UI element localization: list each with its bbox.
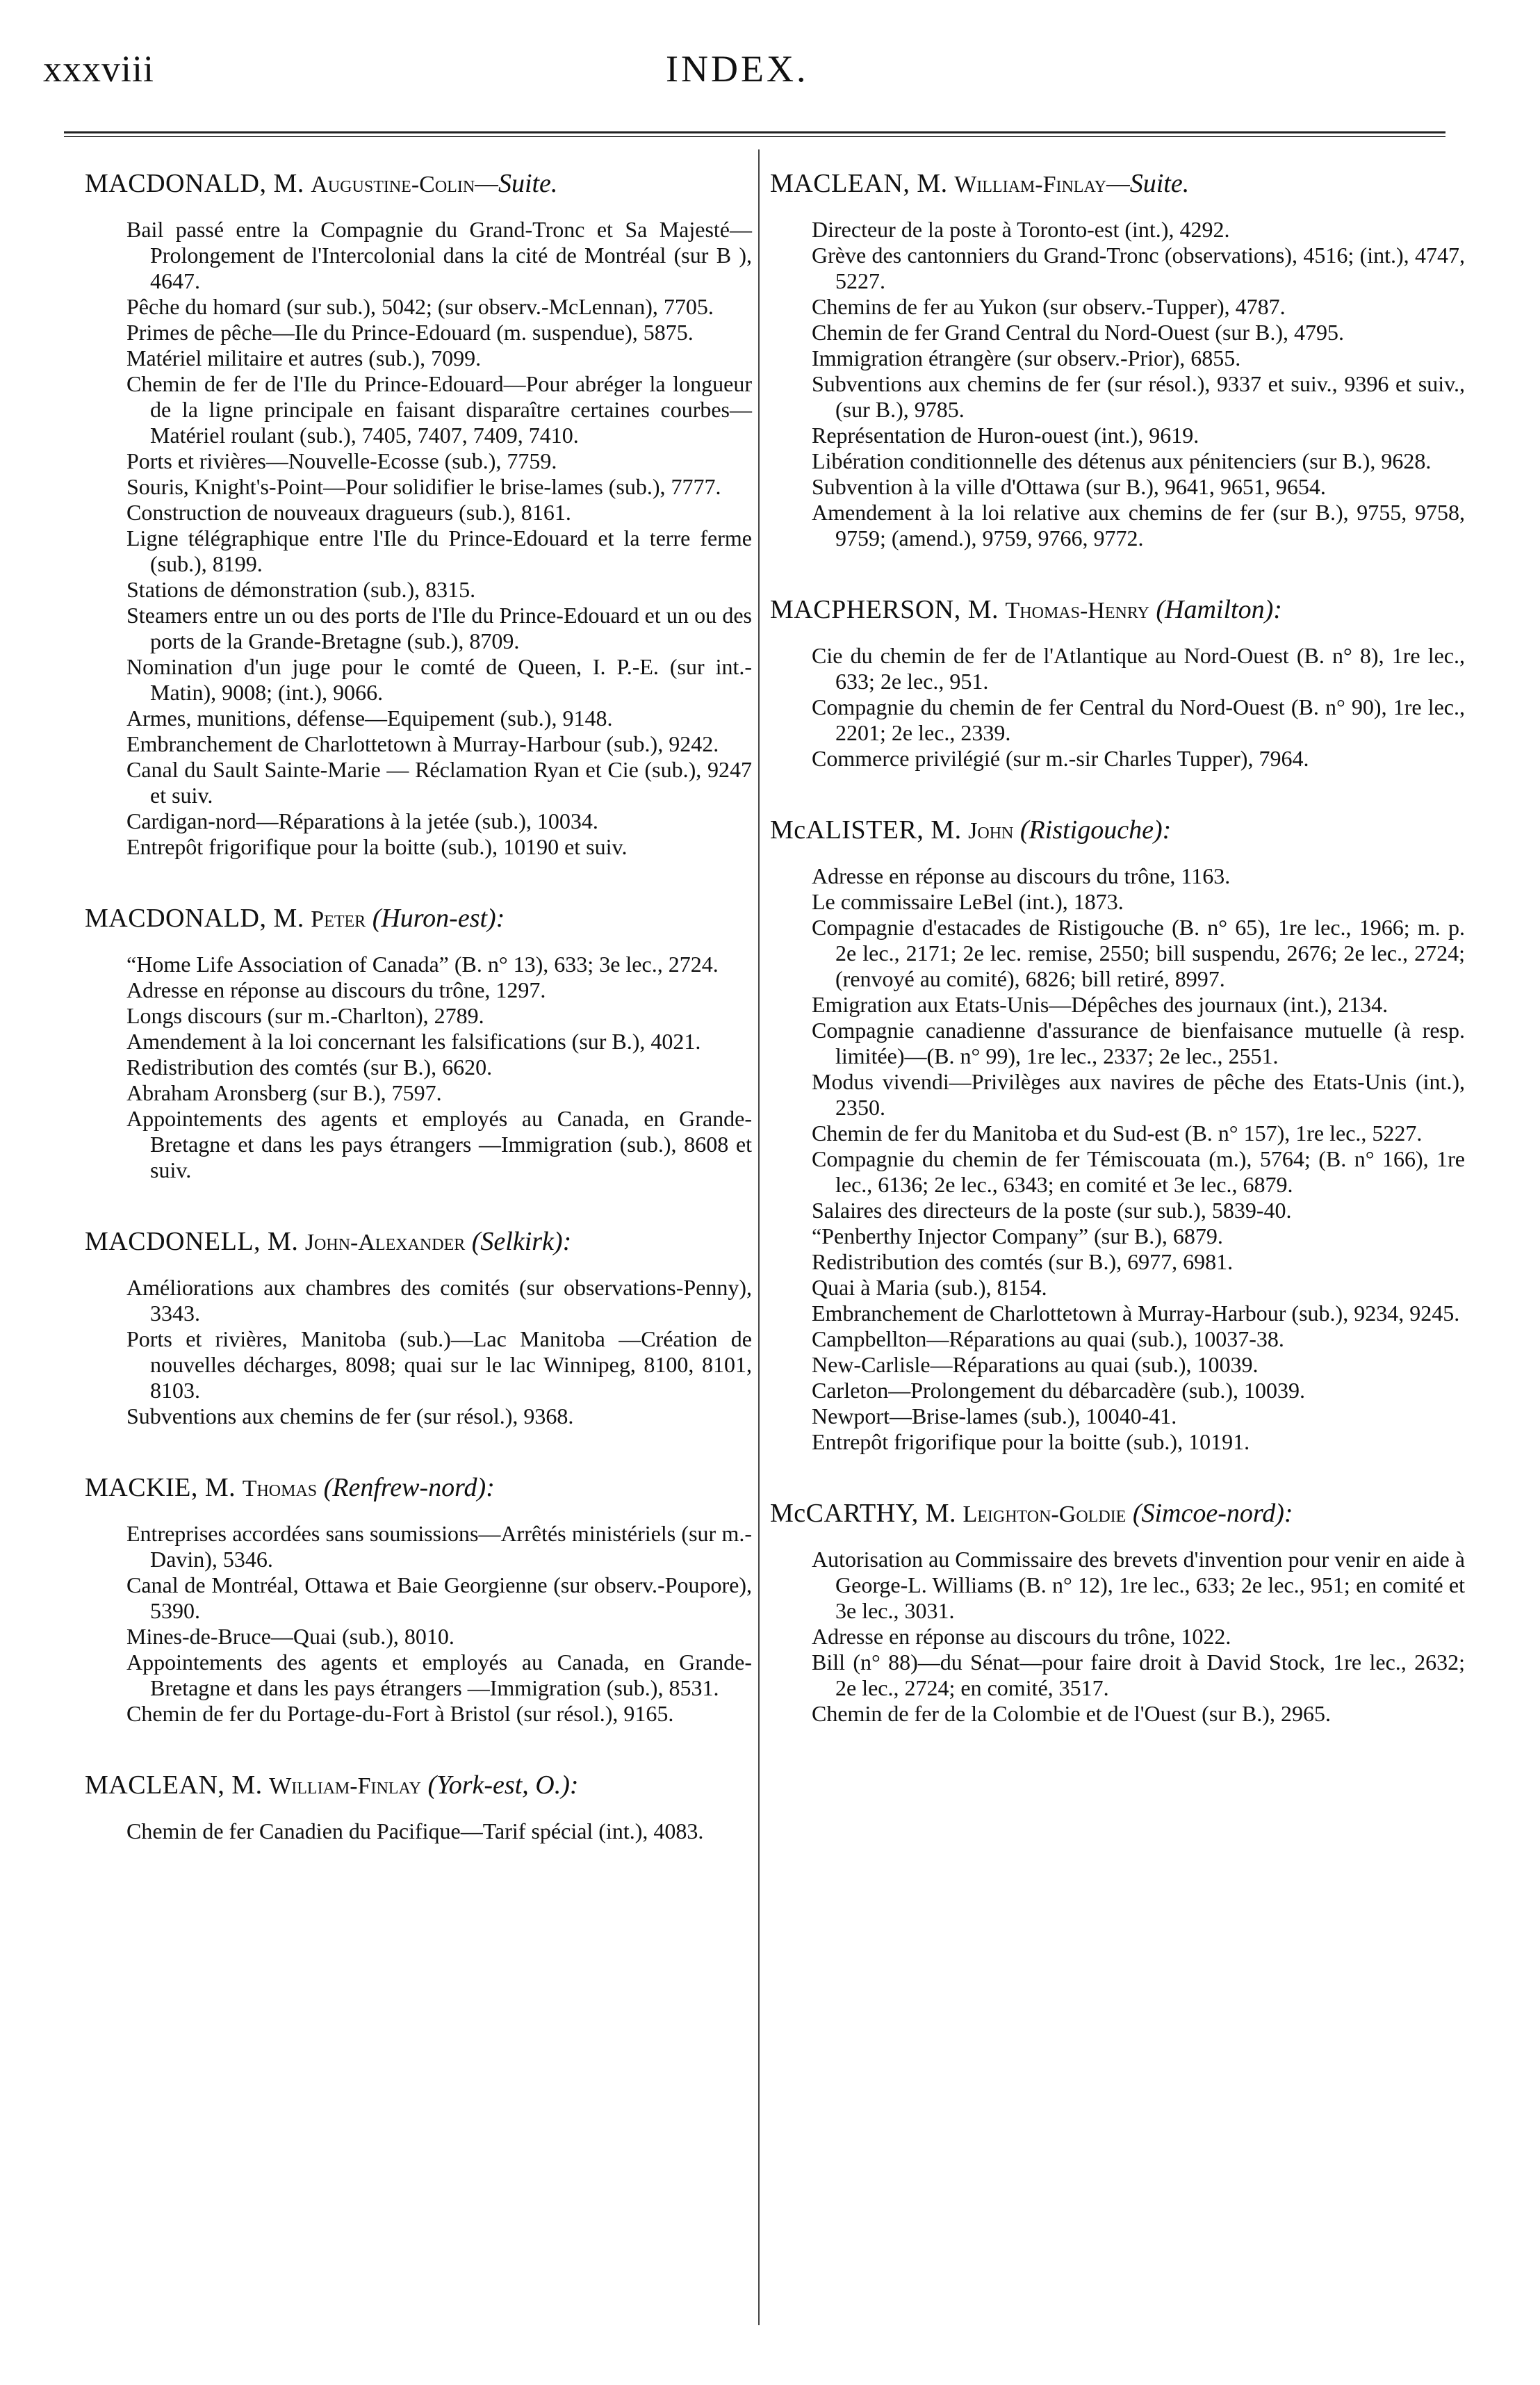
member-heading-suffix: : [1273, 595, 1282, 624]
member-heading-suffix: —Suite. [475, 169, 558, 198]
index-item: Autorisation au Commissaire des brevets d'invention pour venir en aide à George-L. Williams (B. n° 12), 1re lec., 633; 2e lec., 951; en comité et 3e lec., 3031. [812, 1547, 1465, 1623]
index-item: Ligne télégraphique entre l'Ile du Prince-Edouard et la terre ferme (sub.), 8199. [126, 526, 752, 576]
index-item: Adresse en réponse au discours du trône, 1297. [126, 977, 546, 1002]
index-item: Campbellton—Réparations au quai (sub.), 10037-38. [812, 1326, 1284, 1351]
member-entry [85, 1225, 752, 1429]
member-heading [770, 167, 1465, 202]
index-item: Libération conditionnelle des détenus aux pénitenciers (sur B.), 9628. [812, 448, 1432, 473]
index-item: New-Carlisle—Réparations au quai (sub.), 10039. [812, 1352, 1259, 1377]
right-column [770, 167, 1465, 1768]
index-item: Ports et rivières, Manitoba (sub.)—Lac Manitoba —Création de nouvelles décharges, 8098; quai sur le lac Winnipeg, 8100, 8101, 8103. [126, 1326, 752, 1403]
member-given-name: Augustine-Colin [311, 172, 475, 197]
member-given-name: Peter [311, 906, 366, 932]
index-item: Carleton—Prolongement du débarcadère (sub.), 10039. [812, 1378, 1306, 1403]
index-item: Pêche du homard (sur sub.), 5042; (sur observ.-McLennan), 7705. [126, 294, 714, 319]
member-given-name: William-Finlay [954, 172, 1106, 197]
member-heading [770, 1497, 1465, 1531]
index-item: Chemin de fer Canadien du Pacifique—Tarif spécial (int.), 4083. [126, 1818, 704, 1843]
index-item: Embranchement de Charlottetown à Murray-Harbour (sub.), 9234, 9245. [812, 1301, 1460, 1326]
member-heading-suffix: : [495, 904, 505, 933]
member-heading-suffix: : [486, 1473, 495, 1502]
member-heading [85, 902, 752, 936]
index-item: Abraham Aronsberg (sur B.), 7597. [126, 1080, 442, 1105]
member-given-name: Thomas-Henry [1005, 598, 1149, 624]
index-item: Chemins de fer au Yukon (sur observ.-Tupper), 4787. [812, 294, 1286, 319]
member-riding: (Renfrew-nord) [323, 1473, 486, 1502]
member-surname: McCARTHY, M. [770, 1499, 956, 1528]
member-heading [85, 1225, 752, 1260]
index-item: Subventions aux chemins de fer (sur résol.), 9337 et suiv., 9396 et suiv., (sur B.), 9785. [812, 371, 1465, 422]
page-title: INDEX. [666, 48, 809, 90]
page-header [0, 0, 1540, 139]
index-item: Stations de démonstration (sub.), 8315. [126, 577, 476, 602]
index-item: Entreprises accordées sans soumissions—Arrêtés ministériels (sur m.-Davin), 5346. [126, 1521, 752, 1572]
member-riding: (Hamilton) [1156, 595, 1274, 624]
index-item: Entrepôt frigorifique pour la boitte (sub.), 10190 et suiv. [126, 834, 628, 859]
member-surname: MACLEAN, M. [770, 169, 948, 198]
member-entry [85, 1768, 752, 1844]
index-item: Commerce privilégié (sur m.-sir Charles Tupper), 7964. [812, 746, 1309, 771]
index-item: Ports et rivières—Nouvelle-Ecosse (sub.), 7759. [126, 448, 557, 473]
index-item: Appointements des agents et employés au Canada, en Grande-Bretagne et dans les pays étrangers —Immigration (sub.), 8531. [126, 1650, 752, 1700]
index-item: Canal du Sault Sainte-Marie — Réclamation Ryan et Cie (sub.), 9247 et suiv. [126, 757, 752, 808]
header-rule [64, 131, 1445, 133]
member-given-name: John [968, 818, 1014, 844]
member-riding: (York-est, O.) [427, 1771, 570, 1800]
index-item: Amendement à la loi relative aux chemins de fer (sur B.), 9755, 9758, 9759; (amend.), 9759, 9766, 9772. [812, 500, 1465, 551]
index-item: Compagnie d'estacades de Ristigouche (B. n° 65), 1re lec., 1966; m. p. 2e lec., 2171; 2e lec. remise, 2550; bill suspendu, 2676; 2e lec., 2724; (renvoyé au comité), 6826; bill retiré, 8997. [812, 915, 1465, 991]
index-item: Longs discours (sur m.-Charlton), 2789. [126, 1003, 484, 1028]
member-riding: (Ristigouche) [1019, 815, 1163, 845]
member-heading [85, 167, 752, 202]
index-item: Appointements des agents et employés au Canada, en Grande-Bretagne et dans les pays étrangers —Immigration (sub.), 8608 et suiv. [126, 1106, 752, 1182]
page-number: xxxviii [43, 48, 155, 90]
member-surname: MACKIE, M. [85, 1473, 236, 1502]
index-item: Adresse en réponse au discours du trône, 1163. [812, 863, 1231, 888]
index-item: Canal de Montréal, Ottawa et Baie Georgienne (sur observ.-Poupore), 5390. [126, 1572, 752, 1623]
index-item: Entrepôt frigorifique pour la boitte (sub.), 10191. [812, 1429, 1250, 1454]
index-item: Nomination d'un juge pour le comté de Queen, I. P.-E. (sur int.-Matin), 9008; (int.), 9066. [126, 654, 752, 705]
index-item: Redistribution des comtés (sur B.), 6977, 6981. [812, 1249, 1234, 1274]
index-item: Salaires des directeurs de la poste (sur sub.), 5839-40. [812, 1198, 1292, 1223]
member-surname: MACDONELL, M. [85, 1227, 299, 1256]
member-heading [85, 1471, 752, 1506]
index-item: Directeur de la poste à Toronto-est (int.), 4292. [812, 217, 1230, 242]
member-entry [85, 167, 752, 860]
index-item: “Home Life Association of Canada” (B. n° 13), 633; 3e lec., 2724. [126, 952, 719, 977]
index-item: Subventions aux chemins de fer (sur résol.), 9368. [126, 1403, 574, 1428]
index-item: Matériel militaire et autres (sub.), 7099. [126, 345, 482, 371]
member-entry [85, 1471, 752, 1727]
index-item: Compagnie canadienne d'assurance de bienfaisance mutuelle (à resp. limitée)—(B. n° 99), 1re lec., 2337; 2e lec., 2551. [812, 1018, 1465, 1068]
index-item: Bail passé entre la Compagnie du Grand-Tronc et Sa Majesté—Prolongement de l'Intercolonial dans la cité de Montréal (sur B ), 4647. [126, 217, 752, 293]
index-item: Représentation de Huron-ouest (int.), 9619. [812, 423, 1199, 448]
index-item: Chemin de fer du Portage-du-Fort à Bristol (sur résol.), 9165. [126, 1701, 674, 1726]
header-rule-thin [64, 136, 1445, 137]
left-column [85, 167, 752, 1886]
index-item: Modus vivendi—Privilèges aux navires de pêche des Etats-Unis (int.), 2350. [812, 1069, 1465, 1120]
index-item: Cie du chemin de fer de l'Atlantique au Nord-Ouest (B. n° 8), 1re lec., 633; 2e lec., 951. [812, 643, 1465, 694]
column-divider [758, 149, 760, 2325]
index-item: Grève des cantonniers du Grand-Tronc (observations), 4516; (int.), 4747, 5227. [812, 243, 1465, 293]
member-riding: (Selkirk) [471, 1227, 563, 1256]
member-riding: (Huron-est) [372, 904, 496, 933]
index-item: Souris, Knight's-Point—Pour solidifier le brise-lames (sub.), 7777. [126, 474, 721, 499]
member-riding: (Simcoe-nord) [1132, 1499, 1284, 1528]
member-heading-suffix: : [1162, 815, 1172, 845]
index-item: Armes, munitions, défense—Equipement (sub.), 9148. [126, 706, 613, 731]
member-heading-suffix: : [1284, 1499, 1293, 1528]
index-item: Redistribution des comtés (sur B.), 6620. [126, 1055, 493, 1080]
member-surname: MACLEAN, M. [85, 1771, 263, 1800]
index-item: Primes de pêche—Ile du Prince-Edouard (m. suspendue), 5875. [126, 320, 694, 345]
index-item: Immigration étrangère (sur observ.-Prior), 6855. [812, 345, 1241, 371]
index-item: Améliorations aux chambres des comités (sur observations-Penny), 3343. [126, 1275, 752, 1326]
member-entry [85, 902, 752, 1183]
member-surname: McALISTER, M. [770, 815, 962, 845]
index-item: Subvention à la ville d'Ottawa (sur B.), 9641, 9651, 9654. [812, 474, 1326, 499]
index-item: Newport—Brise-lames (sub.), 10040-41. [812, 1403, 1177, 1428]
member-entry [770, 813, 1465, 1455]
index-item: Emigration aux Etats-Unis—Dépêches des journaux (int.), 2134. [812, 992, 1389, 1017]
member-given-name: Thomas [242, 1476, 318, 1501]
member-surname: MACDONALD, M. [85, 169, 304, 198]
member-heading-suffix: : [562, 1227, 572, 1256]
index-item: Chemin de fer Grand Central du Nord-Ouest (sur B.), 4795. [812, 320, 1345, 345]
index-item: Construction de nouveaux dragueurs (sub.), 8161. [126, 500, 571, 525]
member-given-name: John-Alexander [304, 1230, 466, 1255]
index-item: Cardigan-nord—Réparations à la jetée (sub.), 10034. [126, 808, 598, 833]
member-heading [85, 1768, 752, 1803]
index-item: Quai à Maria (sub.), 8154. [812, 1275, 1047, 1300]
member-entry [770, 167, 1465, 551]
index-item: Adresse en réponse au discours du trône, 1022. [812, 1624, 1231, 1649]
member-heading-suffix: —Suite. [1106, 169, 1190, 198]
member-surname: MACDONALD, M. [85, 904, 304, 933]
index-item: Amendement à la loi concernant les falsifications (sur B.), 4021. [126, 1029, 701, 1054]
member-heading [770, 813, 1465, 848]
member-heading [770, 593, 1465, 628]
member-entry [770, 1497, 1465, 1727]
index-item: Embranchement de Charlottetown à Murray-Harbour (sub.), 9242. [126, 731, 719, 756]
index-item: Chemin de fer du Manitoba et du Sud-est (B. n° 157), 1re lec., 5227. [812, 1121, 1423, 1146]
index-item: Mines-de-Bruce—Quai (sub.), 8010. [126, 1624, 454, 1649]
member-surname: MACPHERSON, M. [770, 595, 999, 624]
member-entry [770, 593, 1465, 772]
index-item: Bill (n° 88)—du Sénat—pour faire droit à David Stock, 1re lec., 2632; 2e lec., 2724; en comité, 3517. [812, 1650, 1465, 1700]
index-item: Chemin de fer de la Colombie et de l'Ouest (sur B.), 2965. [812, 1701, 1331, 1726]
index-item: “Penberthy Injector Company” (sur B.), 6879. [812, 1223, 1223, 1248]
index-item: Compagnie du chemin de fer Central du Nord-Ouest (B. n° 90), 1re lec., 2201; 2e lec., 2339. [812, 694, 1465, 745]
member-heading-suffix: : [569, 1771, 579, 1800]
member-given-name: William-Finlay [269, 1773, 421, 1799]
index-item: Le commissaire LeBel (int.), 1873. [812, 889, 1124, 914]
index-item: Steamers entre un ou des ports de l'Ile du Prince-Edouard et un ou des ports de la Grande-Bretagne (sub.), 8709. [126, 603, 752, 653]
index-item: Compagnie du chemin de fer Témiscouata (m.), 5764; (B. n° 166), 1re lec., 6136; 2e lec., 6343; en comité et 3e lec., 6879. [812, 1146, 1465, 1197]
member-given-name: Leighton-Goldie [962, 1501, 1127, 1527]
index-item: Chemin de fer de l'Ile du Prince-Edouard—Pour abréger la longueur de la ligne principale en faisant disparaître certaines courbes—Matériel roulant (sub.), 7405, 7407, 7409, 7410. [126, 371, 752, 448]
